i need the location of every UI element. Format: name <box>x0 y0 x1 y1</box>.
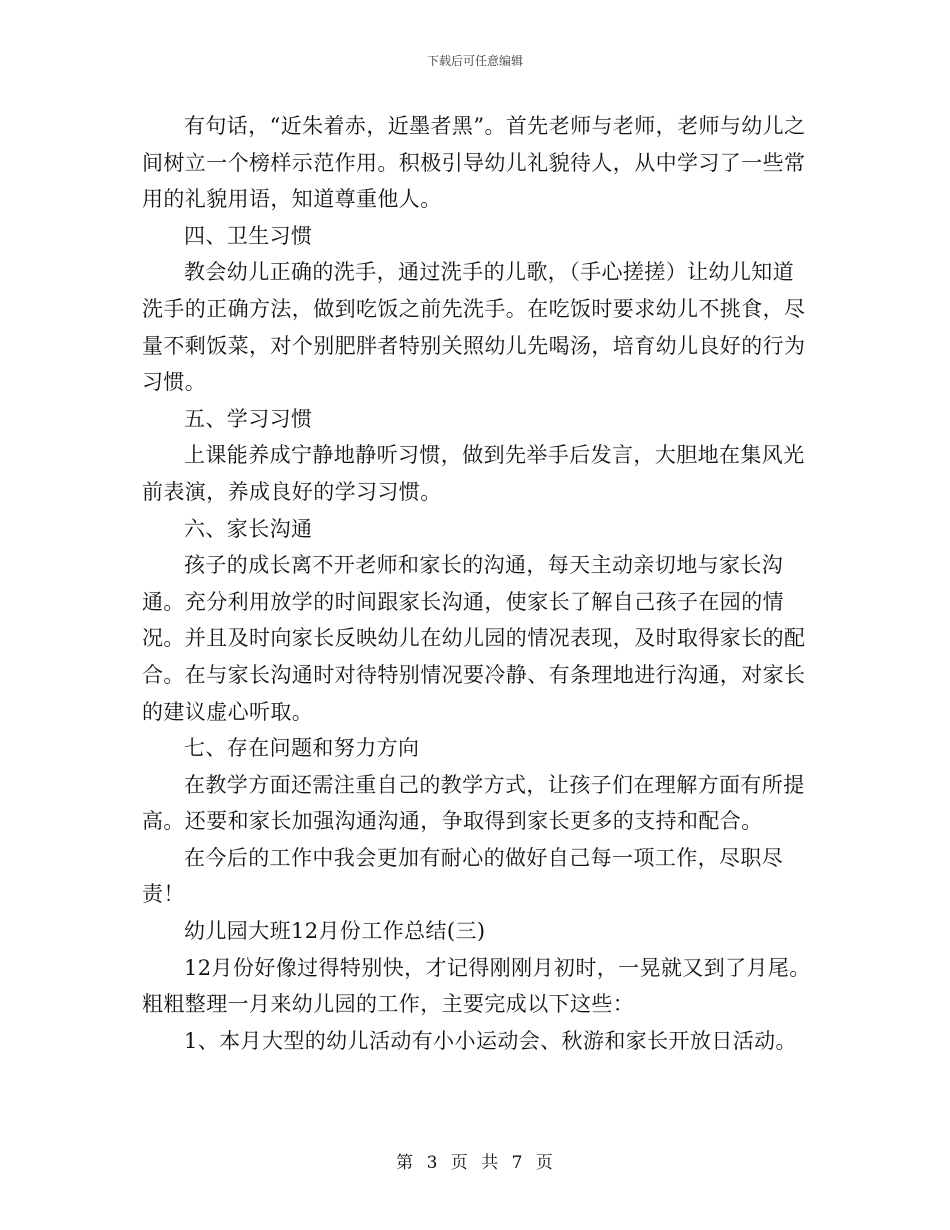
paragraph-december-intro: 12月份好像过得特别快，才记得刚刚月初时，一晃就又到了月尾。粗粗整理一月来幼儿园的工作，主要完成以下这些： <box>142 955 811 1017</box>
page-number-footer: 第 3 页 共 7 页 <box>396 1153 554 1173</box>
paragraph-study: 上课能养成宁静地静听习惯，做到先举手后发言，大胆地在集风光前表演，养成良好的学习习惯。 <box>142 443 805 504</box>
paragraph-problems: 在教学方面还需注重自己的教学方式，让孩子们在理解方面有所提高。还要和家长加强沟通沟通，争取得到家长更多的支持和配合。 <box>142 772 805 834</box>
page-header: 下载后可任意编辑 <box>426 54 523 68</box>
paragraph-activities: 1、本月大型的幼儿活动有小小运动会、秋游和家长开放日活动。 <box>184 1028 797 1053</box>
section-heading-hygiene: 四、卫生习惯 <box>184 223 313 248</box>
paragraph-parents: 孩子的成长离不开老师和家长的沟通，每天主动亲切地与家长沟通。充分利用放学的时间跟家长沟通，使家长了解自己孩子在园的情况。并且及时向家长反映幼儿在幼儿园的情况表现，及时取得家长的配合。在与家长沟通时对待特别情况要冷静、有条理地进行沟通，对家长的建议虚心听取。 <box>142 553 806 724</box>
document-body <box>142 108 814 1059</box>
section-heading-problems: 七、存在问题和努力方向 <box>184 736 420 761</box>
section-heading-parents: 六、家长沟通 <box>184 516 313 541</box>
paragraph-closing: 在今后的工作中我会更加有耐心的做好自己每一项工作，尽职尽责！ <box>142 845 784 907</box>
paragraph-hygiene: 教会幼儿正确的洗手，通过洗手的儿歌，（手心搓搓）让幼儿知道洗手的正确方法，做到吃饭之前先洗手。在吃饭时要求幼儿不挑食，尽量不剩饭菜，对个别肥胖者特别关照幼儿先喝汤，培育幼儿良好的行为习惯。 <box>142 260 806 395</box>
section-heading-study: 五、学习习惯 <box>184 406 313 431</box>
paragraph-quote: 有句话，“近朱着赤，近墨者黑”。首先老师与老师，老师与幼儿之间树立一个榜样示范作用。积极引导幼儿礼貌待人，从中学习了一些常用的礼貌用语，知道尊重他人。 <box>142 114 806 212</box>
summary-title: 幼儿园大班12月份工作总结(三) <box>184 919 486 944</box>
